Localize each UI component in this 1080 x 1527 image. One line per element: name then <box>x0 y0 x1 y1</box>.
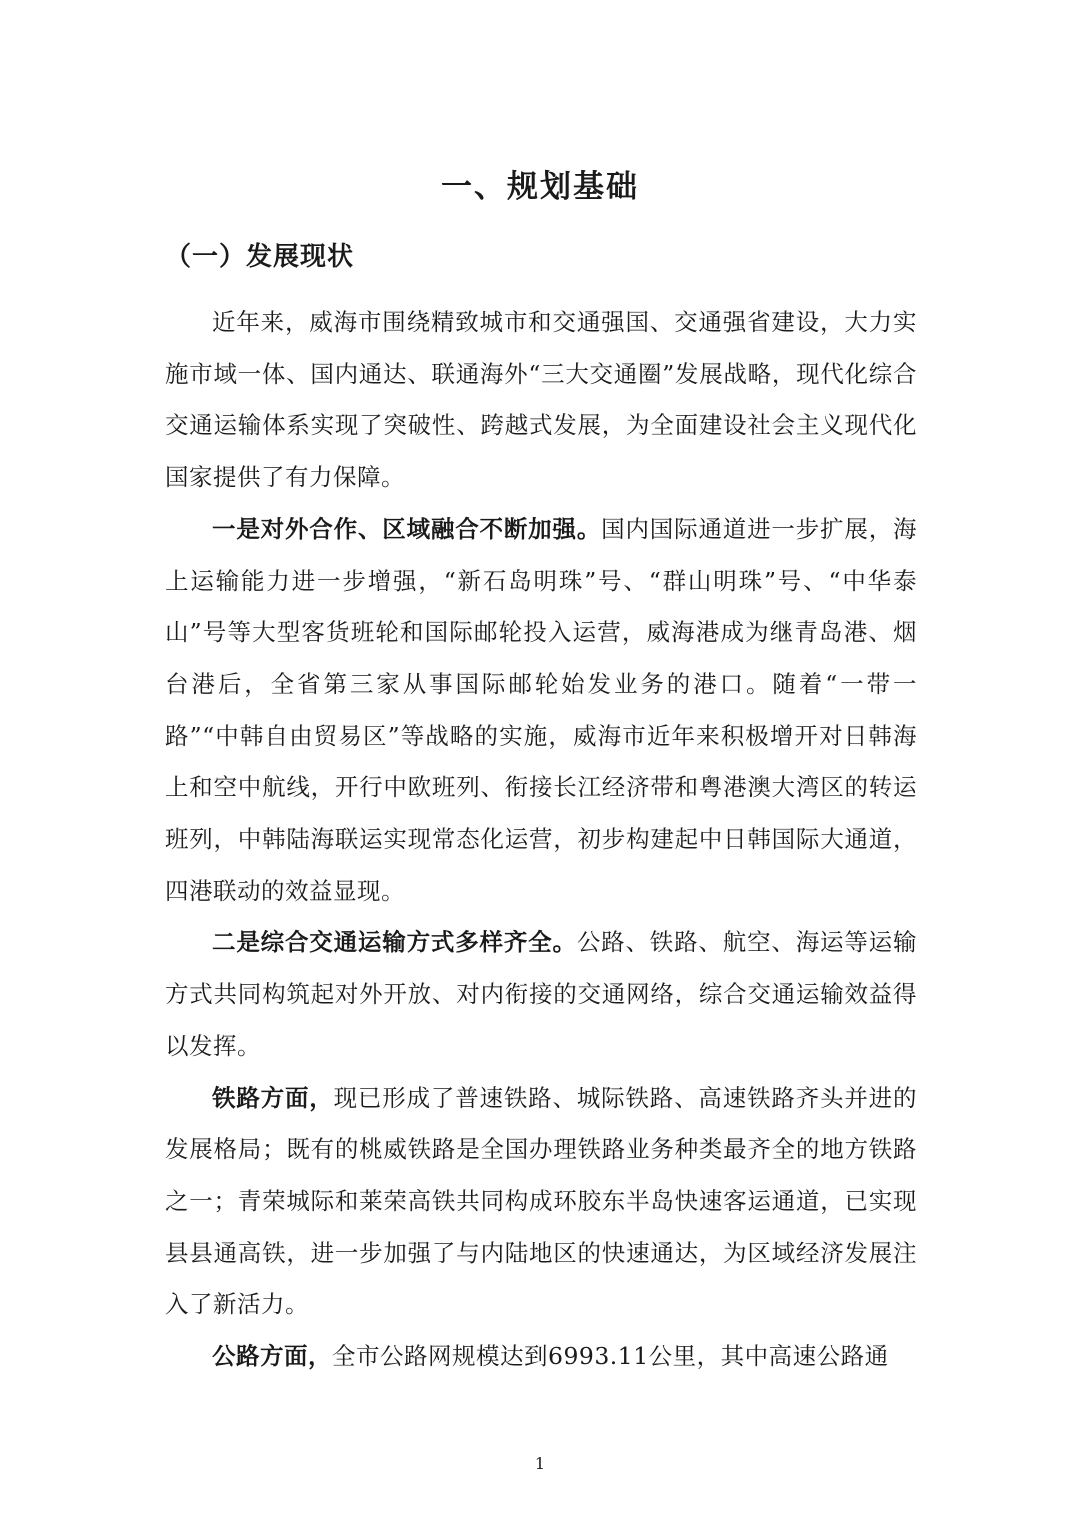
paragraph <box>165 504 917 918</box>
paragraph-text: 现已形成了普速铁路、城际铁路、高速铁路齐头并进的发展格局；既有的桃威铁路是全国办理铁路业务种类最齐全的地方铁路之一；青荣城际和莱荣高铁共同构成环胶东半岛快速客运通道，已实现县县通高铁，进一步加强了与内陆地区的快速通达，为区域经济发展注入了新活力。 <box>165 1083 918 1319</box>
paragraph-text: 全市公路网规模达到6993.11公里，其中高速公路通 <box>332 1342 889 1371</box>
paragraph-text: 国内国际通道进一步扩展，海上运输能力进一步增强，“新石岛明珠”号、“群山明珠”号、“中华泰山”号等大型客货班轮和国际邮轮投入运营，威海港成为继青岛港、烟台港后，全省第三家从事国际邮轮始发业务的港口。随着“一带一路”“中韩自由贸易区”等战略的实施，威海市近年来积极增开对日韩海上和空中航线，开行中欧班列、衔接长江经济带和粤港澳大湾区的转运班列，中韩陆海联运实现常态化运营，初步构建起中日韩国际大通道，四港联动的效益显现。 <box>165 514 918 905</box>
body-text <box>165 297 917 1383</box>
paragraph <box>165 1331 917 1383</box>
paragraph <box>165 297 917 504</box>
section-heading: （一）发展现状 <box>165 242 355 272</box>
paragraph-lead: 二是综合交通运输方式多样齐全。 <box>212 928 577 957</box>
paragraph-text: 公路、铁路、航空、海运等运输方式共同构筑起对外开放、对内衔接的交通网络，综合交通运输效益得以发挥。 <box>165 928 918 1060</box>
page-title: 一、规划基础 <box>441 169 639 205</box>
paragraph-lead: 铁路方面， <box>212 1083 334 1112</box>
paragraph <box>165 1073 917 1332</box>
page-number: 1 <box>534 1454 546 1473</box>
paragraph <box>165 917 917 1072</box>
paragraph-lead: 公路方面， <box>212 1342 332 1371</box>
paragraph-text: 近年来，威海市围绕精致城市和交通强国、交通强省建设，大力实施市域一体、国内通达、联通海外“三大交通圈”发展战略，现代化综合交通运输体系实现了突破性、跨越式发展，为全面建设社会主义现代化国家提供了有力保障。 <box>165 308 917 492</box>
paragraph-lead: 一是对外合作、区域融合不断加强。 <box>212 514 602 543</box>
